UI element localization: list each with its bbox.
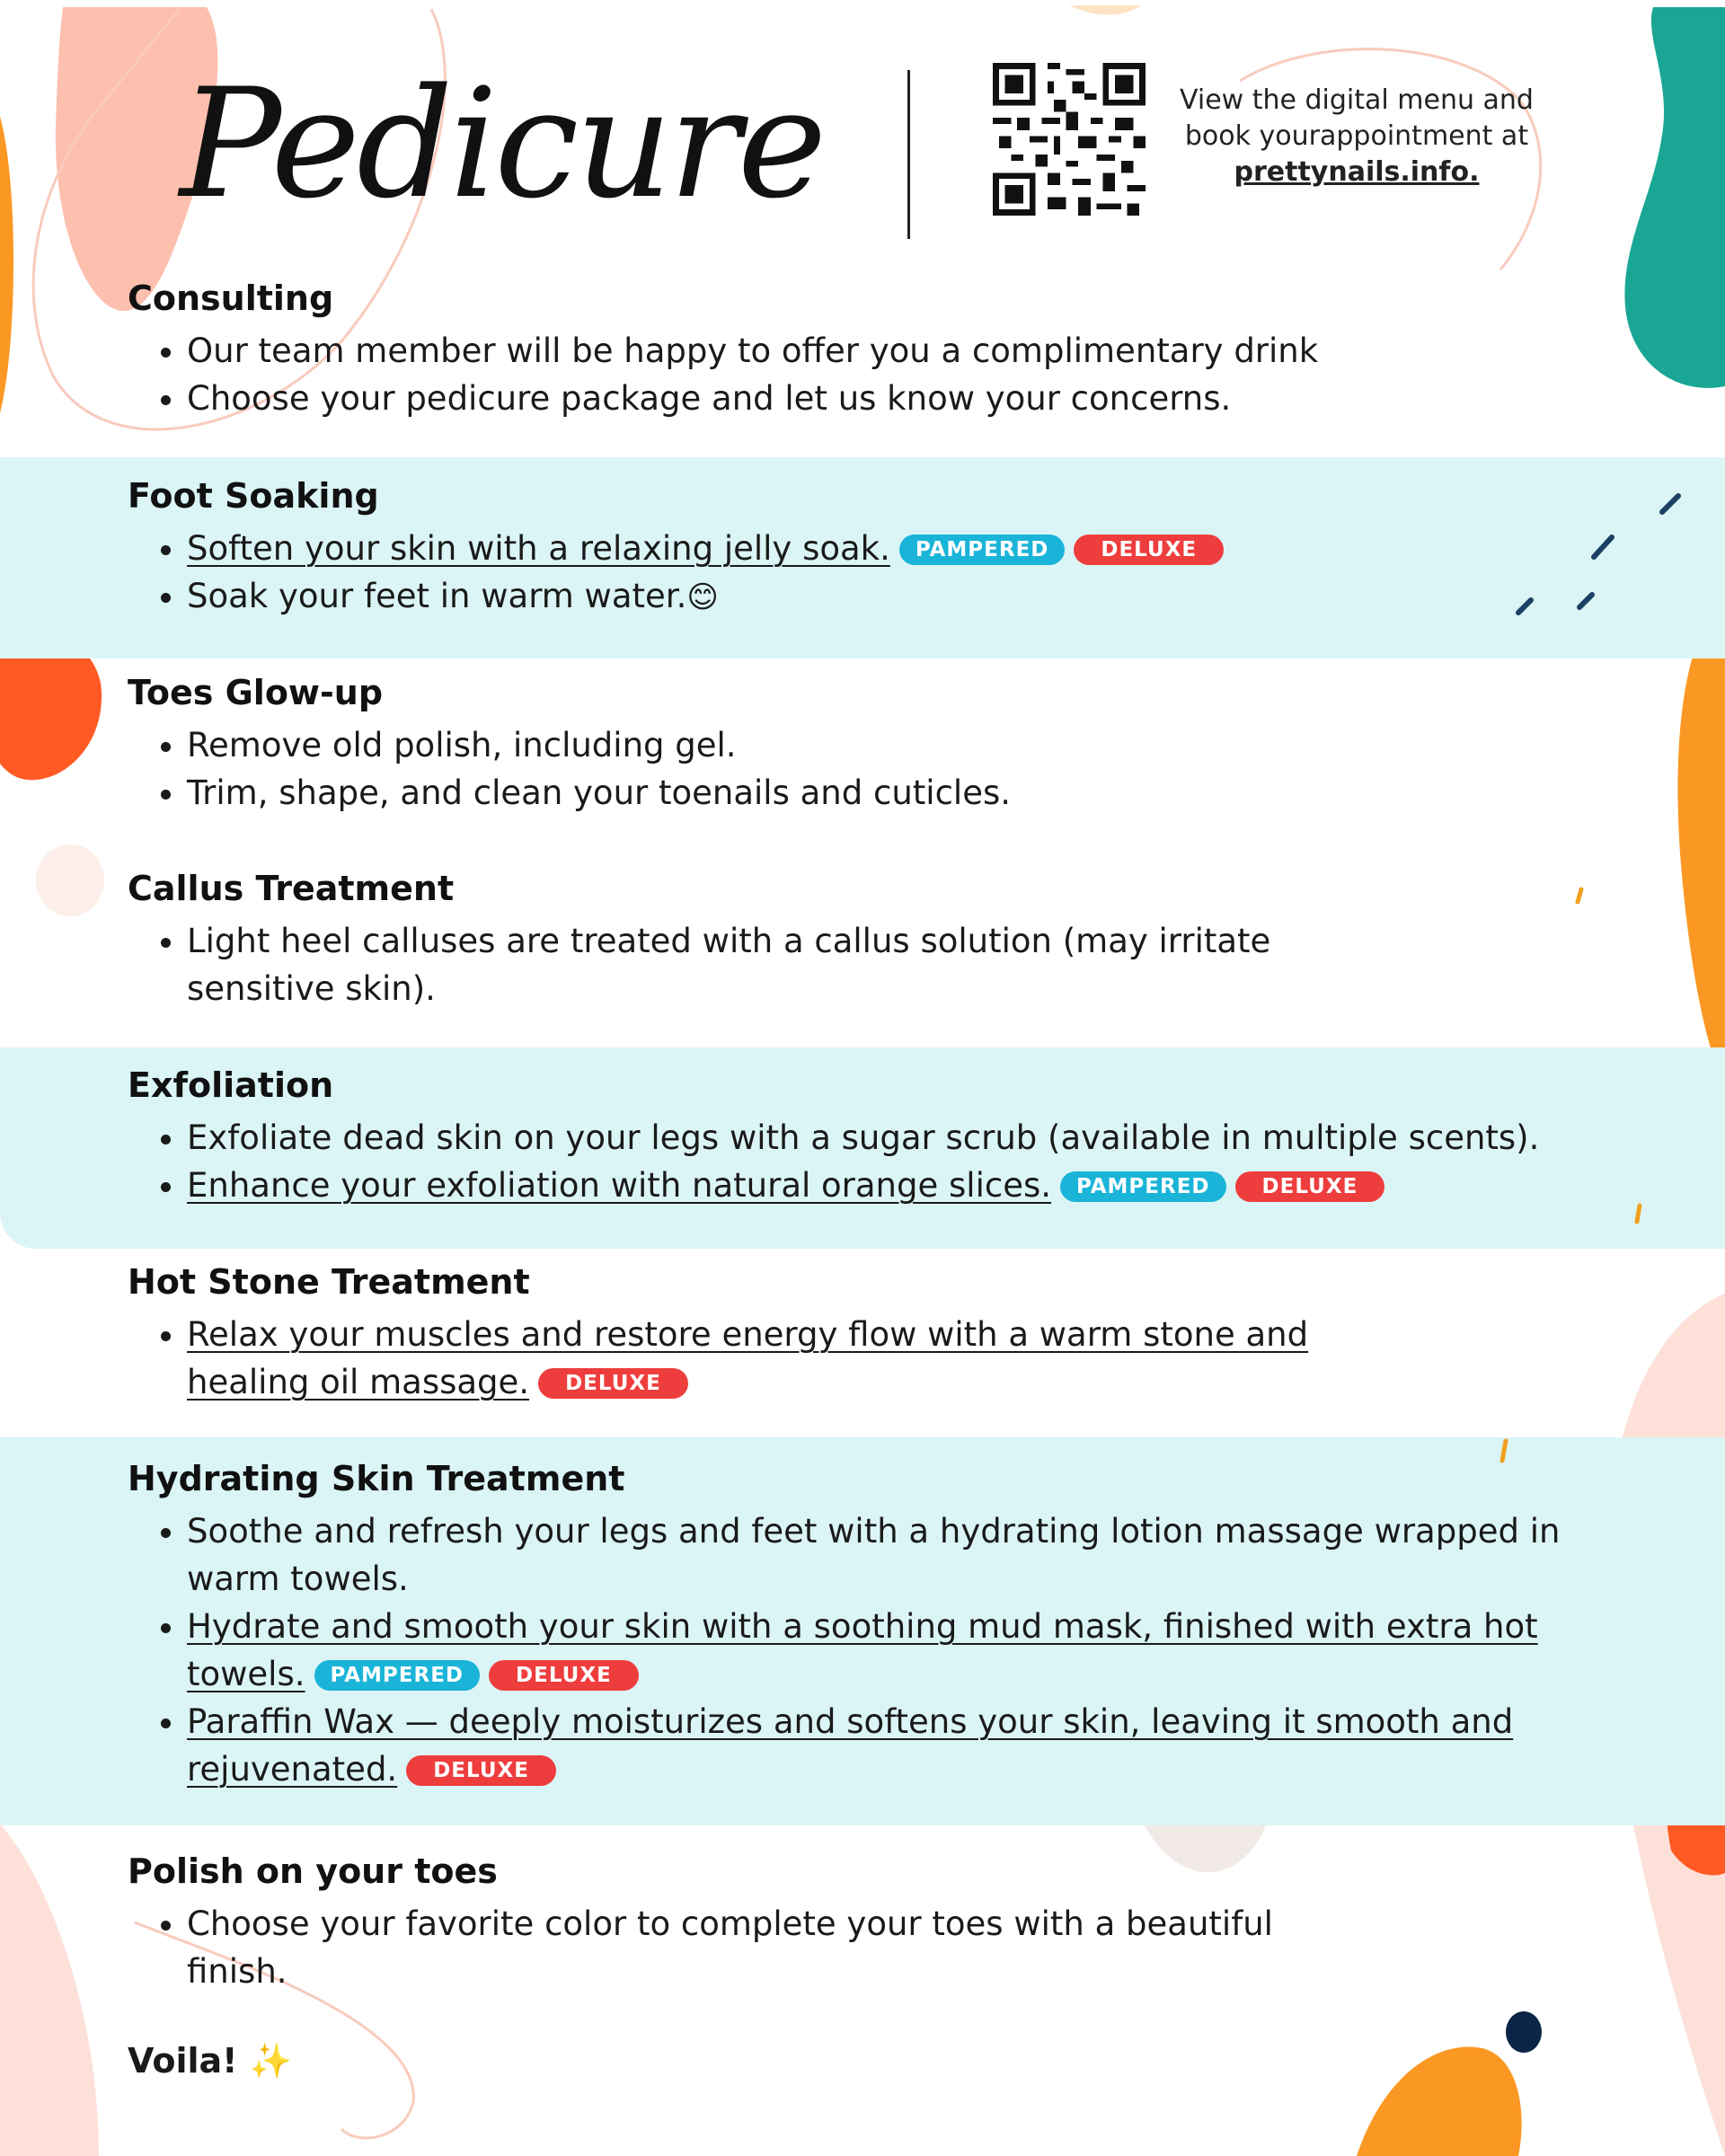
page-title: Pedicure [180, 56, 824, 232]
section-title: Exfoliation [128, 1065, 334, 1105]
list-item: • Exfoliate dead skin on your legs with a sugar scrub (available in multiple scents). [187, 1114, 1673, 1162]
section-title: Foot Soaking [128, 476, 379, 516]
list-item: • Light heel calluses are treated with a callus solution (may irritate sensitive skin). [187, 917, 1296, 1012]
section-foot-soaking [128, 471, 1601, 622]
item-list [128, 721, 1601, 817]
header-info-line2: book yourappointment at [1184, 120, 1529, 152]
list-item [187, 1311, 1331, 1406]
section-exfoliation [128, 1060, 1673, 1209]
list-item [187, 1603, 1583, 1698]
deluxe-badge: DELUXE [538, 1368, 688, 1399]
item-list [128, 917, 1296, 1012]
upgrade-item-link[interactable]: Paraffin Wax — deeply moisturizes and softens your skin, leaving it smooth and rejuvenated. [187, 1702, 1514, 1789]
header-info-line1: View the digital menu and [1180, 84, 1534, 116]
item-list [128, 1900, 1331, 1995]
header-divider [907, 70, 910, 239]
list-item: • Remove old polish, including gel. [187, 721, 1601, 769]
list-item: • Choose your pedicure package and let us know your concerns. [187, 375, 1601, 422]
section-hot-stone-treatment [128, 1257, 1331, 1406]
item-list [128, 327, 1601, 422]
upgrade-item-link[interactable]: Enhance your exfoliation with natural orange slices. [187, 1166, 1051, 1205]
sparkle-icon: ✨ [249, 2041, 293, 2081]
item-list [128, 1114, 1673, 1209]
item-list [128, 525, 1601, 622]
pampered-badge: PAMPERED [1060, 1171, 1226, 1202]
list-item: • Our team member will be happy to offer you a complimentary drink [187, 327, 1601, 375]
upgrade-item-link[interactable]: Hydrate and smooth your skin with a soothing mud mask, finished with extra hot towels. [187, 1607, 1538, 1693]
section-title: Toes Glow-up [128, 673, 384, 712]
deluxe-badge: DELUXE [489, 1660, 639, 1691]
section-title: Callus Treatment [128, 869, 455, 908]
section-title: Consulting [128, 278, 334, 318]
pampered-badge: PAMPERED [314, 1660, 481, 1691]
section-hydrating-skin-treatment [128, 1454, 1583, 1793]
section-callus-treatment [128, 863, 1296, 1012]
list-item [187, 525, 1601, 572]
smile-emoji-icon: 😊 [686, 579, 719, 615]
list-item [187, 1162, 1673, 1209]
section-title: Hydrating Skin Treatment [128, 1459, 625, 1498]
list-item [187, 572, 1601, 622]
list-item: • Choose your favorite color to complete your toes with a beautiful finish. [187, 1900, 1331, 1995]
deluxe-badge: DELUXE [1235, 1171, 1385, 1202]
section-consulting [128, 273, 1601, 422]
website-link[interactable]: prettynails.info. [1234, 156, 1480, 188]
section-title: Polish on your toes [128, 1851, 498, 1891]
deluxe-badge: DELUXE [1074, 535, 1224, 565]
list-item: • Soothe and refresh your legs and feet with a hydrating lotion massage wrapped in warm towels. [187, 1507, 1583, 1603]
pampered-badge: PAMPERED [899, 535, 1066, 565]
section-polish-on-your-toes [128, 1846, 1331, 1995]
item-list [128, 1507, 1583, 1793]
item-list [128, 1311, 1331, 1406]
upgrade-item-link[interactable]: Soften your skin with a relaxing jelly soak. [187, 529, 890, 568]
list-item [187, 1698, 1583, 1793]
section-toes-glow-up [128, 667, 1601, 817]
voila-text [128, 2041, 292, 2081]
header-info [1168, 83, 1545, 190]
section-title: Hot Stone Treatment [128, 1262, 530, 1302]
deluxe-badge: DELUXE [406, 1755, 556, 1786]
voila-label: Voila! [128, 2041, 238, 2081]
upgrade-item-link[interactable]: Relax your muscles and restore energy flow with a warm stone and healing oil massage. [187, 1315, 1309, 1401]
list-item-text: Soak your feet in warm water. [187, 577, 687, 615]
list-item: • Trim, shape, and clean your toenails and cuticles. [187, 769, 1601, 817]
qr-code-icon[interactable] [993, 63, 1146, 216]
